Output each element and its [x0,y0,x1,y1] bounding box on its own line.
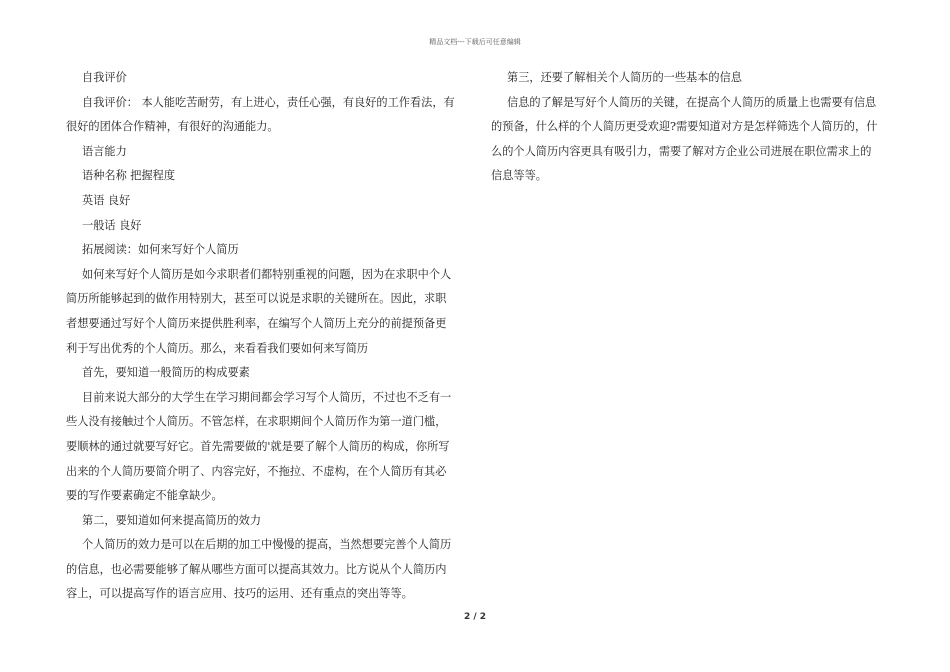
page-number: 2 / 2 [463,612,487,622]
page-header: 精品文档---下载后可任意编辑 [429,38,521,46]
paragraph-line: 出来的个人简历要简介明了、内容完好，不拖拉、不虚构，在个人简历有其必 [66,464,447,478]
paragraph-line: 信息的了解是写好个人简历的关键，在提高个人简历的质量上也需要有信息 [507,95,877,109]
paragraph-line: 容上，可以提高写作的语言应用、技巧的运用、还有重点的突出等等。 [66,587,413,601]
paragraph-line: 个人简历的效力是可以在后期的加工中慢慢的提高，当然想要完善个人简历 [82,538,452,552]
paragraph-line: 语种名称 把握程度 [82,169,176,183]
paragraph-line: 如何来写好个人简历是如今求职者们都特别重视的问题，因为在求职中个人 [82,267,452,281]
paragraph-line: 要的写作要素确定不能拿缺少。 [66,489,223,503]
paragraph-line: 者想要通过写好个人简历来提供胜利率，在编写个人简历上充分的前提预备更 [66,316,447,330]
paragraph-line: 自我评价： 本人能吃苦耐劳，有上进心，责任心强，有良好的工作看法，有 [82,95,455,109]
paragraph-line: 要顺林的通过就要写好它。首先需要做的'就是要了解个人简历的构成，你所写 [66,439,450,453]
paragraph-line: 的信息，也必需要能够了解从哪些方面可以提高其效力。比方说从个人简历内 [66,562,447,576]
paragraph-line: 么的个人简历内容更具有吸引力，需要了解对方企业公司进展在职位需求上的 [491,144,872,158]
left-column [66,66,458,607]
paragraph-line: 第三，还要了解相关个人简历的一些基本的信息 [507,71,742,84]
paragraph-line: 英语 良好 [82,193,131,207]
paragraph-line: 一般话 良好 [82,218,142,232]
paragraph-line: 些人没有接触过个人简历。不管怎样，在求职期间个人简历作为第一道门槛， [66,415,447,429]
paragraph-line: 首先，要知道一般简历的构成要素 [82,366,250,380]
paragraph-line: 简历所能够起到的做作用特别大，甚至可以说是求职的关键所在。因此，求职 [66,292,447,306]
paragraph-line: 的预备，什么样的个人简历更受欢迎?需要知道对方是怎样筛选个人简历的，什 [491,120,878,134]
paragraph-line: 自我评价 [82,71,127,84]
paragraph-line: 利于写出优秀的个人简历。那么，来看看我们要如何来写简历 [66,341,369,355]
paragraph-line: 很好的团体合作精神，有很好的沟通能力。 [66,120,279,134]
paragraph-line: 第二，要知道如何来提高简历的效力 [82,513,262,527]
paragraph-line: 目前来说大部分的大学生在学习期间都会学习写个人简历，不过也不乏有一 [82,390,452,404]
paragraph-line: 语言能力 [82,144,127,158]
paragraph-line: 拓展阅读：如何来写好个人简历 [82,243,239,257]
paragraph-line: 信息等等。 [491,169,547,183]
right-column [491,66,883,189]
